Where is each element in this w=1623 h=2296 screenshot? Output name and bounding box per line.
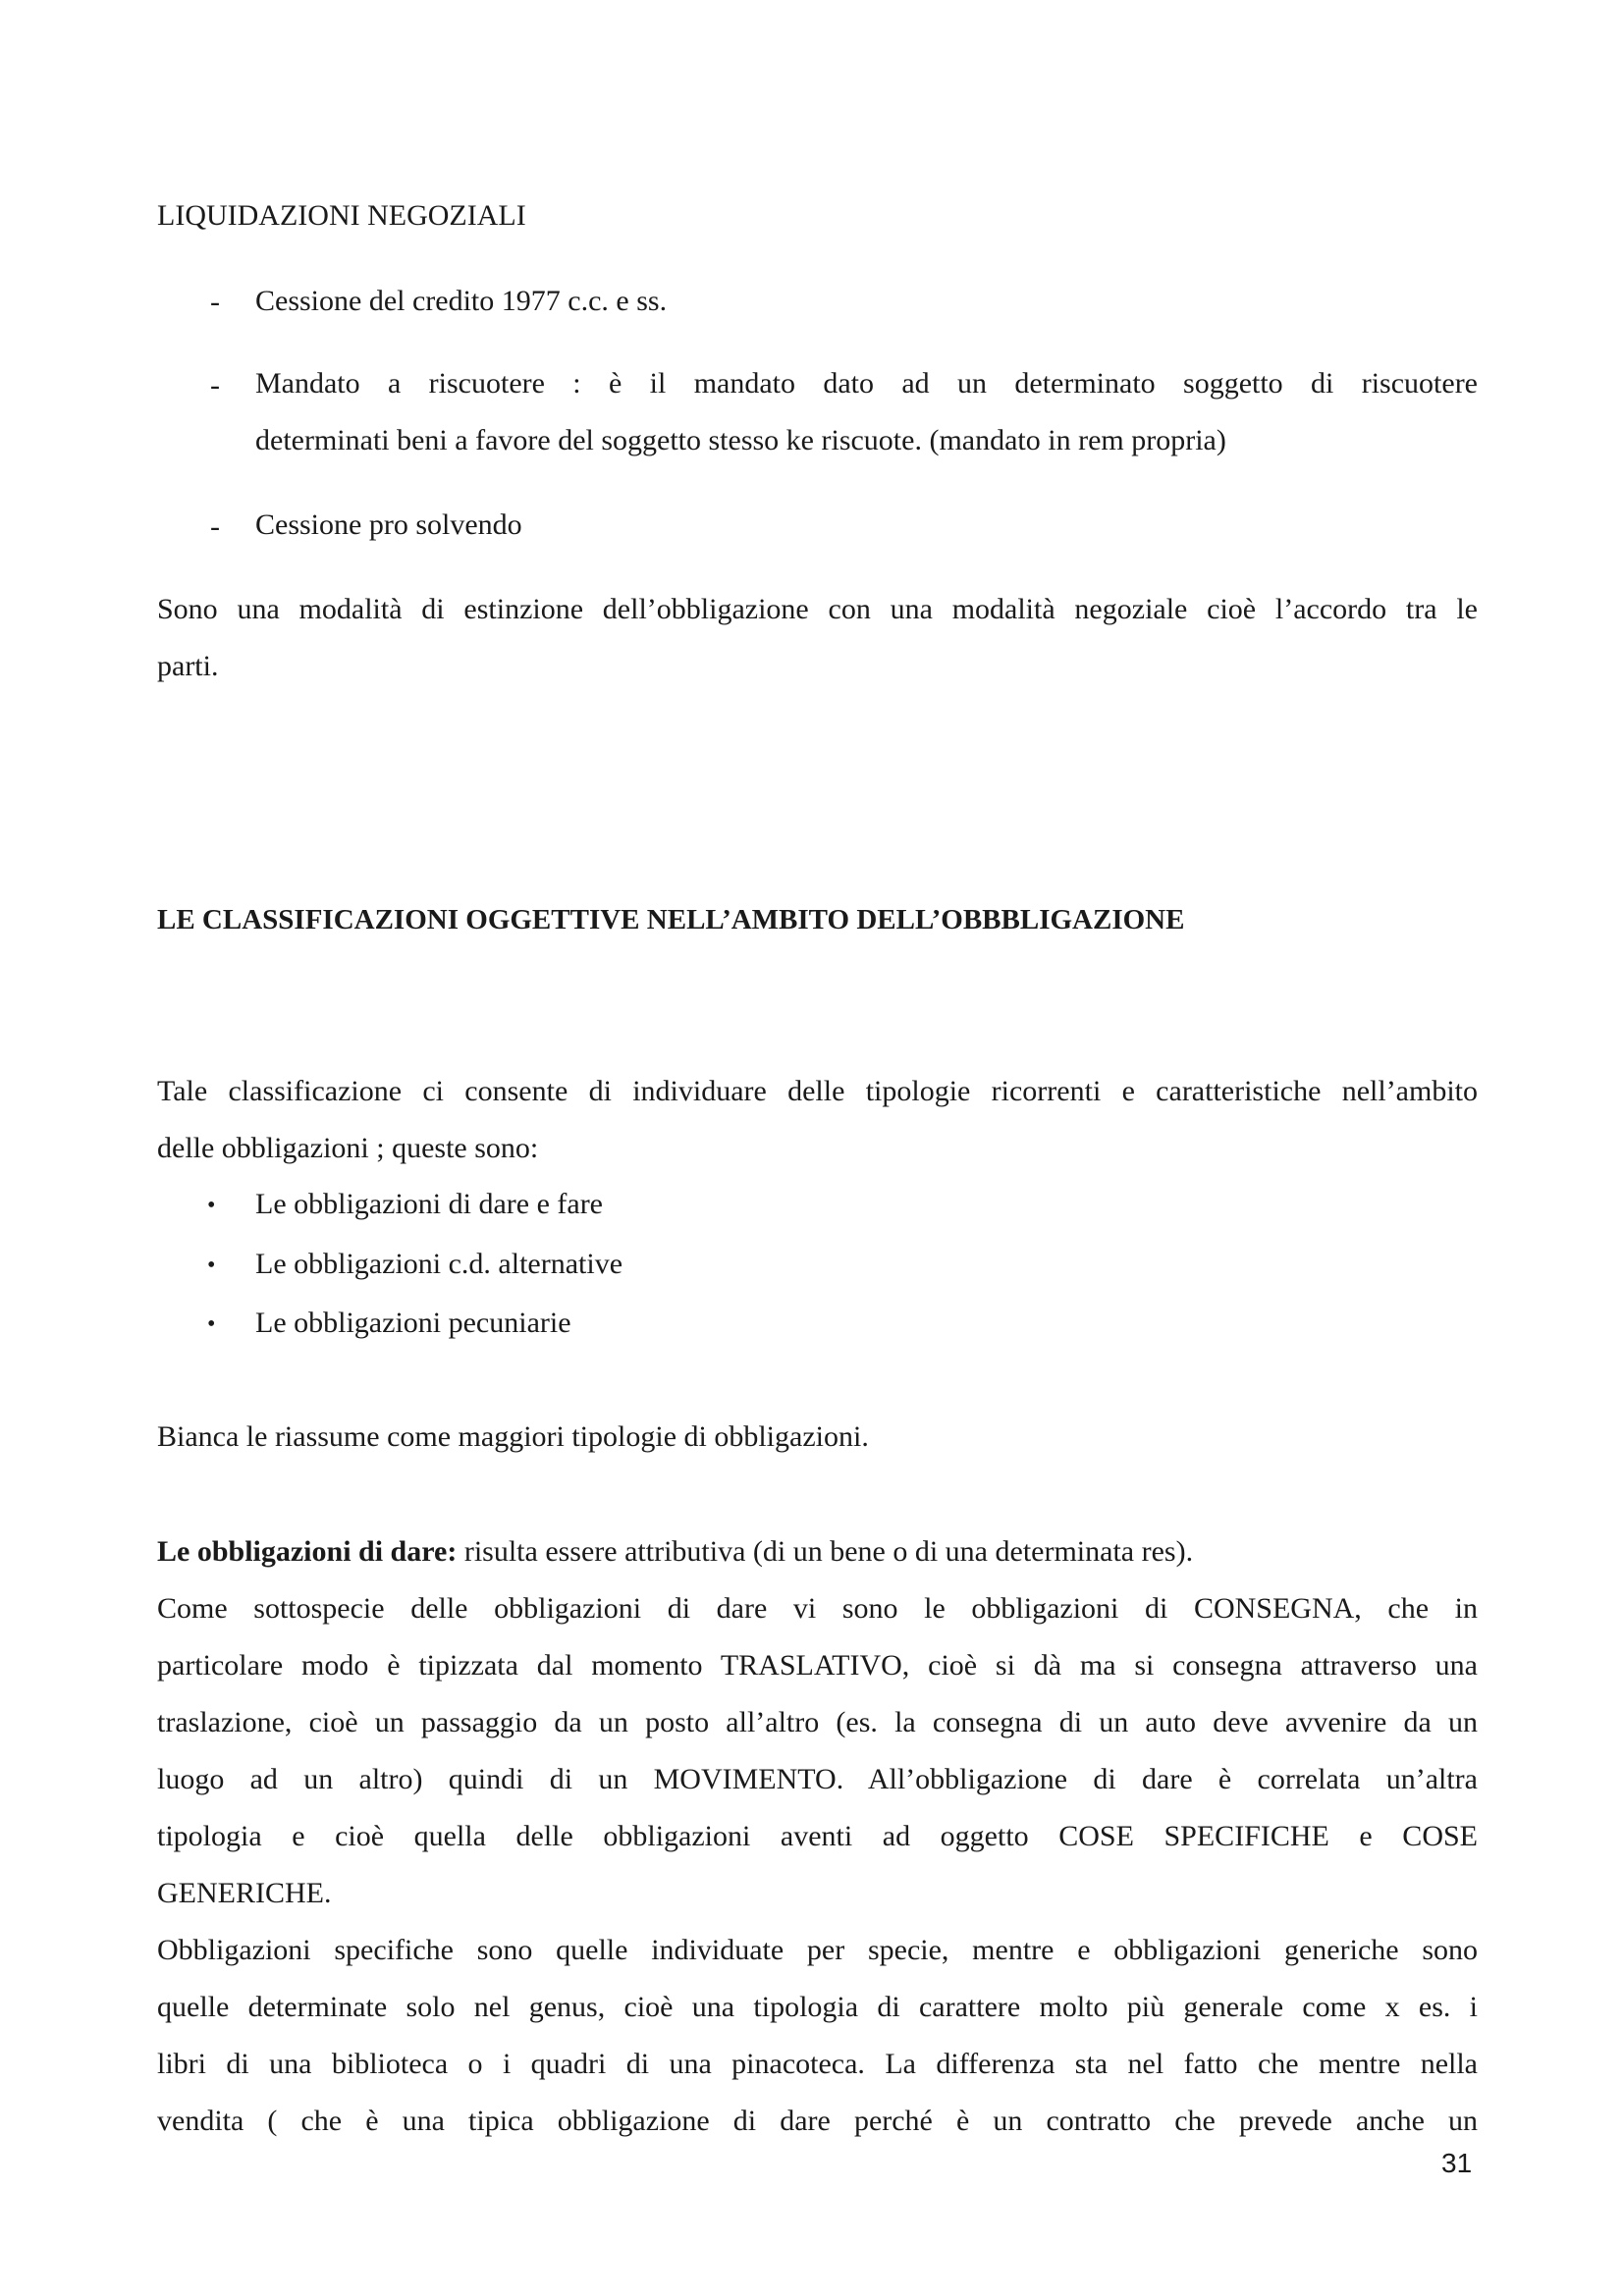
paragraph-line: parti. [157,650,219,682]
paragraph-line: Sono una modalità di estinzione dell’obbligazione con una modalità negoziale cioè l’accordo tra le [157,593,1478,625]
dash-item-mandato-line1: Mandato a riscuotere : è il mandato dato ad un determinato soggetto di riscuotere [255,367,1478,400]
paragraph-line: libri di una biblioteca o i quadri di una pinacoteca. La differenza sta nel fatto che mentre nella [157,2048,1478,2080]
bullet-item-alternative: Le obbligazioni c.d. alternative [255,1248,623,1280]
bullet-item-pecuniarie: Le obbligazioni pecuniarie [255,1307,571,1339]
bullet-marker: • [207,1193,216,1218]
paragraph-line: Obbligazioni specifiche sono quelle individuate per specie, mentre e obbligazioni generiche sono [157,1934,1478,1966]
bold-term: Le obbligazioni di dare: [157,1535,458,1568]
bullet-item-dare-fare: Le obbligazioni di dare e fare [255,1188,603,1220]
dash-item-mandato-line2: determinati beni a favore del soggetto stesso ke riscuote. (mandato in rem propria) [255,424,1226,456]
dash-marker: - [210,510,220,543]
paragraph-line: particolare modo è tipizzata dal momento TRASLATIVO, cioè si dà ma si consegna attraverso una [157,1649,1478,1682]
paragraph-line: traslazione, cioè un passaggio da un posto all’altro (es. la consegna di un auto deve avvenire da un [157,1706,1478,1738]
paragraph-line: quelle determinate solo nel genus, cioè una tipologia di carattere molto più generale come x es. i [157,1991,1478,2023]
paragraph-line: Come sottospecie delle obbligazioni di dare vi sono le obbligazioni di CONSEGNA, che in [157,1592,1478,1625]
paragraph-line: delle obbligazioni ; queste sono: [157,1132,539,1164]
dash-item-cessione-credito: Cessione del credito 1977 c.c. e ss. [255,285,668,317]
bullet-marker: • [207,1253,216,1278]
dash-item-cessione-pro-solvendo: Cessione pro solvendo [255,508,522,541]
paragraph-line: Tale classificazione ci consente di individuare delle tipologie ricorrenti e caratteristiche nell’ambito [157,1075,1478,1107]
dash-marker: - [210,286,220,318]
paragraph-text: risulta essere attributiva (di un bene o di una determinata res). [457,1535,1194,1568]
paragraph-line: tipologia e cioè quella delle obbligazioni aventi ad oggetto COSE SPECIFICHE e COSE [157,1820,1478,1852]
paragraph-line: luogo ad un altro) quindi di un MOVIMENTO. All’obbligazione di dare è correlata un’altra [157,1763,1478,1795]
paragraph-line: GENERICHE. [157,1877,332,1909]
paragraph-line: vendita ( che è una tipica obbligazione di dare perché è un contratto che prevede anche un [157,2105,1478,2137]
section-title: LE CLASSIFICAZIONI OGGETTIVE NELL’AMBITO DELL’OBBBLIGAZIONE [157,904,1185,935]
dash-marker: - [210,369,220,401]
heading-liquidazioni: LIQUIDAZIONI NEGOZIALI [157,199,526,232]
paragraph-obbligazioni-dare [157,1537,1193,1567]
page-number: 31 [1441,2148,1473,2178]
bullet-marker: • [207,1311,216,1337]
paragraph-line: Bianca le riassume come maggiori tipologie di obbligazioni. [157,1420,869,1453]
